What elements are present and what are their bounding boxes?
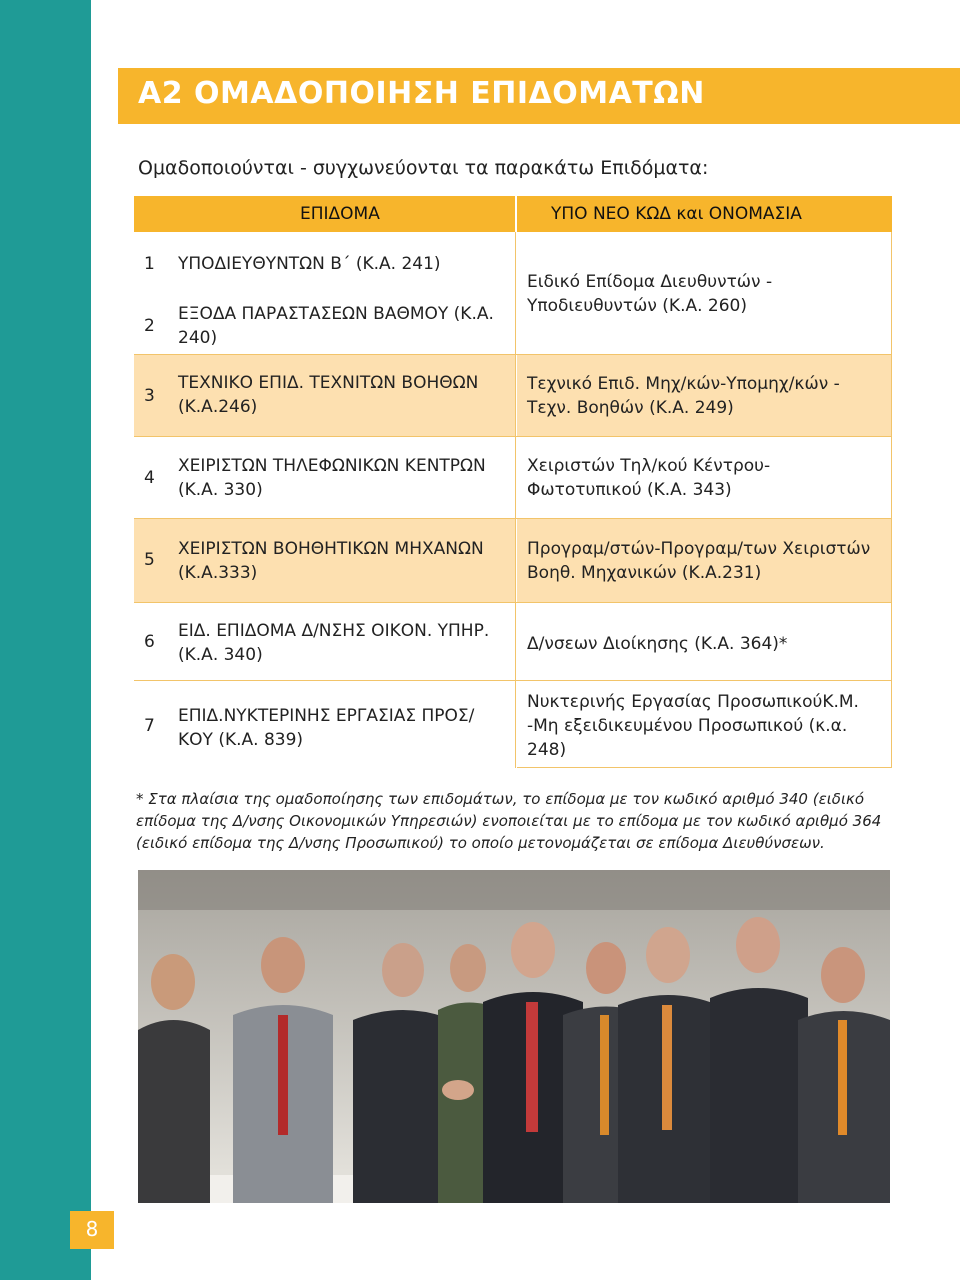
page-title: Α2 ΟΜΑΔΟΠΟΙΗΣΗ ΕΠΙΔΟΜΑΤΩΝ <box>138 76 705 111</box>
row-divider <box>134 680 892 681</box>
row-divider <box>134 436 892 437</box>
row-number: 5 <box>144 550 155 570</box>
new-code-desc: Νυκτερινής Εργασίας ΠροσωπικούΚ.Μ. -Μη εξειδικευμένου Προσωπικού (κ.α. 248) <box>527 692 859 760</box>
allowance-name: ΧΕΙΡΙΣΤΩΝ ΒΟΗΘΗΤΙΚΩΝ ΜΗΧΑΝΩΝ (Κ.Α.333) <box>178 539 484 583</box>
allowance-name: ΧΕΙΡΙΣΤΩΝ ΤΗΛΕΦΩΝΙΚΩΝ ΚΕΝΤΡΩΝ (Κ.Α. 330) <box>178 456 486 500</box>
row-number: 4 <box>144 468 155 488</box>
header-label-allowance: ΕΠΙΔΟΜΑ <box>300 204 380 224</box>
allowance-name: ΥΠΟΔΙΕΥΘΥΝΤΩΝ Β΄ (Κ.Α. 241) <box>178 254 441 274</box>
row-divider <box>134 602 892 603</box>
table-header-right <box>517 196 892 232</box>
new-code-desc: Δ/νσεων Διοίκησης (Κ.Α. 364)* <box>527 634 788 654</box>
table-header-left <box>134 196 515 232</box>
footnote: * Στα πλαίσια της ομαδοποίησης των επιδομάτων, το επίδομα με τον κωδικό αριθμό 340 (ειδικό επίδομα της Δ/νσης Οικονομικών Υπηρεσιών) ενοποιείται με το επίδομα με τον κωδικό αριθμό 364 (ειδικό επίδομα της Δ/νσης Προσωπικού) το οποίο μετονομάζεται σε επίδομα Διευθύνσεων. <box>136 790 882 852</box>
header-label-new-code: ΥΠΟ ΝΕΟ ΚΩΔ και ΟΝΟΜΑΣΙΑ <box>551 204 802 224</box>
row-divider <box>134 354 892 355</box>
allowance-name: ΤΕΧΝΙΚΟ ΕΠΙΔ. ΤΕΧΝΙΤΩΝ ΒΟΗΘΩΝ (Κ.Α.246) <box>178 373 479 417</box>
group-photo <box>138 870 890 1203</box>
new-code-desc: Ειδικό Επίδομα Διευθυντών - Υποδιευθυντών (Κ.Α. 260) <box>527 272 773 316</box>
row-divider <box>134 518 892 519</box>
row-number: 1 <box>144 254 155 274</box>
group-photo-illustration <box>138 870 890 1203</box>
allowance-name: ΕΠΙΔ.ΝΥΚΤΕΡΙΝΗΣ ΕΡΓΑΣΙΑΣ ΠΡΟΣ/ ΚΟΥ (Κ.Α. 839) <box>178 706 475 750</box>
page-number: 8 <box>85 1217 99 1241</box>
new-code-desc: Χειριστών Τηλ/κού Κέντρου- Φωτοτυπικού (Κ.Α. 343) <box>527 456 771 500</box>
row-number: 2 <box>144 316 155 336</box>
intro-text: Ομαδοποιούνται - συγχωνεύονται τα παρακάτω Επιδόματα: <box>138 157 709 179</box>
title-banner <box>118 68 960 124</box>
column-divider <box>515 232 516 768</box>
row-divider <box>517 767 892 768</box>
page-number-box <box>70 1211 114 1249</box>
side-accent-bar <box>0 0 91 1280</box>
row-number: 7 <box>144 716 155 736</box>
allowance-name: ΕΙΔ. ΕΠΙΔΟΜΑ Δ/ΝΣΗΣ ΟΙΚΟΝ. ΥΠΗΡ. (Κ.Α. 340) <box>178 621 490 665</box>
new-code-desc: Προγραμ/στών-Προγραμ/των Χειριστών Βοηθ. Μηχανικών (Κ.Α.231) <box>527 539 871 583</box>
row-number: 6 <box>144 632 155 652</box>
allowance-name: ΕΞΟΔΑ ΠΑΡΑΣΤΑΣΕΩΝ ΒΑΘΜΟΥ (Κ.Α. 240) <box>178 304 494 348</box>
new-code-desc: Τεχνικό Επιδ. Μηχ/κών-Υπομηχ/κών - Τεχν. Βοηθών (Κ.Α. 249) <box>527 374 840 418</box>
row-number: 3 <box>144 386 155 406</box>
table-right-border <box>891 232 892 768</box>
